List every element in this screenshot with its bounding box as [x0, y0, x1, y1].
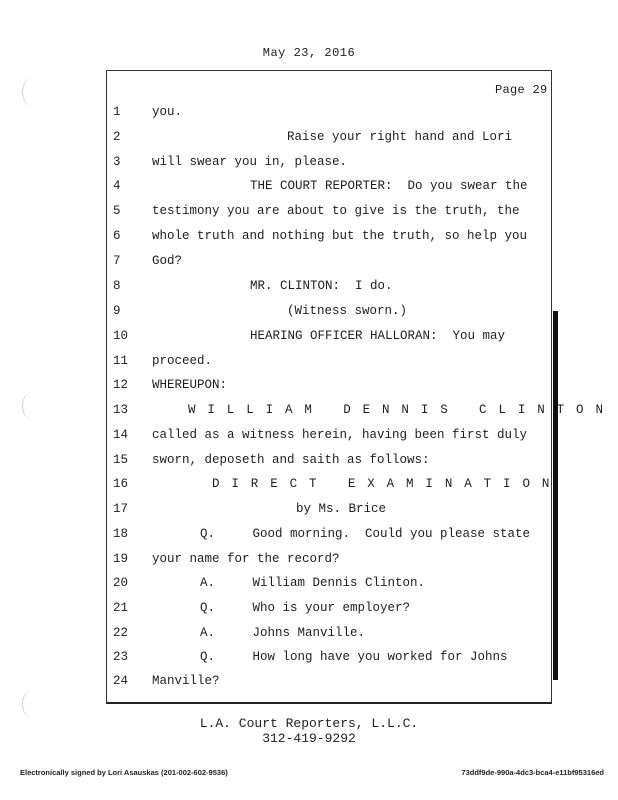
line-text: your name for the record?: [152, 552, 340, 566]
line-number: 20: [113, 576, 129, 590]
line-number: 2: [113, 130, 121, 144]
line-text: God?: [152, 254, 183, 268]
line-text: HEARING OFFICER HALLORAN: You may: [250, 329, 506, 343]
transcript-line: [0, 596, 560, 621]
line-number: 9: [113, 304, 121, 318]
line-text: called as a witness herein, having been first duly: [152, 428, 528, 442]
line-number: 16: [113, 477, 129, 491]
line-text: Manville?: [152, 674, 220, 688]
line-text: A. William Dennis Clinton.: [200, 576, 426, 590]
line-text: THE COURT REPORTER: Do you swear the: [250, 179, 528, 193]
line-number: 19: [113, 552, 129, 566]
line-number: 8: [113, 279, 121, 293]
transcript-line: [0, 621, 560, 646]
e-signature-notice: Electronically signed by Lori Asauskas (201-002-602-9536): [20, 768, 228, 777]
line-text: sworn, deposeth and saith as follows:: [152, 453, 430, 467]
transcript-line: [0, 669, 560, 694]
line-text: will swear you in, please.: [152, 155, 348, 169]
line-text: by Ms. Brice: [296, 502, 387, 516]
line-number: 10: [113, 329, 129, 343]
line-number: 5: [113, 204, 121, 218]
transcript-line: [0, 150, 560, 175]
transcript-line: [0, 174, 560, 199]
transcript-line: [0, 373, 560, 398]
transcript-line: [0, 448, 560, 473]
line-number: 22: [113, 626, 129, 640]
transcript-line: [0, 274, 560, 299]
line-number: 18: [113, 527, 129, 541]
line-number: 7: [113, 254, 121, 268]
transcript-line: [0, 472, 560, 497]
reporter-phone: 312-419-9292: [262, 731, 356, 746]
reporter-company: L.A. Court Reporters, L.L.C.: [199, 716, 419, 731]
line-text: whole truth and nothing but the truth, so help you: [152, 229, 528, 243]
transcript-line: [0, 199, 560, 224]
transcript-date: May 23, 2016: [262, 46, 356, 60]
line-number: 24: [113, 674, 129, 688]
page-number: Page 29: [495, 83, 548, 97]
line-number: 11: [113, 354, 129, 368]
transcript-line: [0, 100, 560, 125]
document-hash: 73ddf9de-990a-4dc3-bca4-e11bf95316ed: [461, 768, 604, 777]
line-number: 4: [113, 179, 121, 193]
transcript-line: [0, 324, 560, 349]
transcript-line: [0, 645, 560, 670]
line-text: A. Johns Manville.: [200, 626, 366, 640]
line-number: 17: [113, 502, 129, 516]
transcript-line: [0, 522, 560, 547]
line-number: 15: [113, 453, 129, 467]
line-text: Q. Good morning. Could you please state: [200, 527, 531, 541]
line-number: 21: [113, 601, 129, 615]
transcript-line: [0, 571, 560, 596]
transcript-line: [0, 497, 560, 522]
line-text: W I L L I A M D E N N I S C L I N T O N: [188, 403, 606, 417]
transcript-line: [0, 349, 560, 374]
line-number: 13: [113, 403, 129, 417]
transcript-line: [0, 299, 560, 324]
line-text: testimony you are about to give is the truth, the: [152, 204, 520, 218]
transcript-line: [0, 423, 560, 448]
transcript-line: [0, 249, 560, 274]
line-text: proceed.: [152, 354, 213, 368]
line-number: 12: [113, 378, 129, 392]
line-number: 6: [113, 229, 121, 243]
line-text: you.: [152, 105, 183, 119]
line-text: Raise your right hand and Lori: [287, 130, 513, 144]
line-text: Q. How long have you worked for Johns: [200, 650, 508, 664]
transcript-line: [0, 224, 560, 249]
line-number: 14: [113, 428, 129, 442]
line-text: Q. Who is your employer?: [200, 601, 411, 615]
line-text: WHEREUPON:: [152, 378, 228, 392]
line-text: MR. CLINTON: I do.: [250, 279, 393, 293]
line-number: 23: [113, 650, 129, 664]
line-number: 3: [113, 155, 121, 169]
transcript-line: [0, 125, 560, 150]
line-number: 1: [113, 105, 121, 119]
punch-hole-bottom: [22, 690, 43, 718]
transcript-line: [0, 547, 560, 572]
line-text: (Witness sworn.): [287, 304, 408, 318]
transcript-line: [0, 398, 606, 423]
line-text: D I R E C T E X A M I N A T I O N: [212, 477, 552, 491]
